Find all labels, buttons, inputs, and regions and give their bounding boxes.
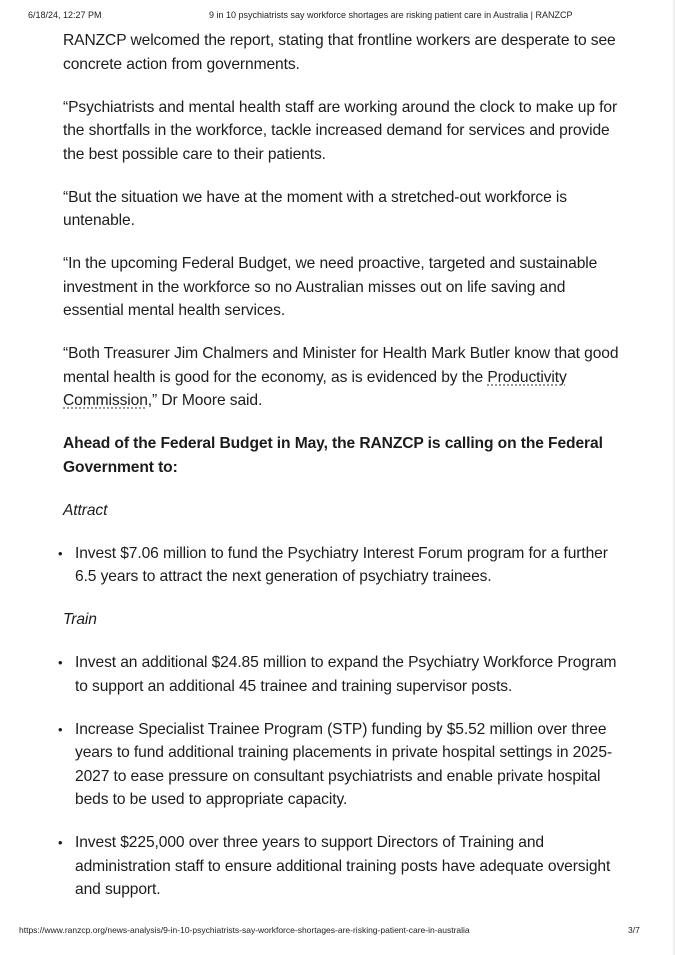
print-url: https://www.ranzcp.org/news-analysis/9-in-10-psychiatrists-say-workforce-shortages-are-risking-patient-care-in-australia — [19, 925, 470, 935]
paragraph: “But the situation we have at the moment with a stretched-out workforce is untenable. — [63, 188, 567, 229]
bullet-icon: • — [58, 545, 63, 561]
list-item-text: Increase Specialist Trainee Program (STP) funding by $5.52 million over three years to fund additional training placements in private hospital settings in 2025-2027 to ease pressure on consultant psychiatrists and enable private hospital beds to be used to appropriate capacity. — [75, 720, 613, 808]
section-title-attract: Attract — [63, 501, 108, 519]
list-item — [58, 542, 623, 589]
attract-list — [58, 542, 623, 589]
list-item — [58, 831, 623, 902]
list-item-text: Invest $7.06 million to fund the Psychiatry Interest Forum program for a further 6.5 years to attract the next generation of psychiatry trainees. — [75, 544, 608, 585]
list-item-text: Invest $225,000 over three years to support Directors of Training and administration staff to ensure additional training posts have adequate oversight and support. — [75, 834, 611, 898]
list-item-text: Invest an additional $24.85 million to expand the Psychiatry Workforce Program to support an additional 45 trainee and training supervisor posts. — [75, 654, 617, 695]
paragraph: “In the upcoming Federal Budget, we need proactive, targeted and sustainable investment in the workforce so no Australian misses out on life saving and essential mental health services. — [63, 255, 598, 319]
print-header — [0, 10, 675, 24]
bullet-icon: • — [58, 721, 63, 737]
print-page-title: 9 in 10 psychiatrists say workforce shortages are risking patient care in Australia | RANZCP — [209, 10, 573, 20]
paragraph: “Psychiatrists and mental health staff are working around the clock to make up for the shortfalls in the workforce, tackle increased demand for services and provide the best possible care to their patients. — [63, 98, 618, 163]
paragraph: RANZCP welcomed the report, stating that frontline workers are desperate to see concrete action from governments. — [63, 32, 616, 73]
list-item — [58, 651, 623, 698]
print-date: 6/18/24, 12:27 PM — [28, 10, 102, 20]
print-footer — [0, 925, 675, 939]
list-item — [58, 718, 623, 812]
section-title-train: Train — [63, 611, 97, 628]
train-list — [58, 651, 623, 902]
article-body — [58, 29, 623, 921]
call-to-action-heading: Ahead of the Federal Budget in May, the RANZCP is calling on the Federal Government to: — [63, 435, 603, 476]
quote-text: “Both Treasurer Jim Chalmers and Minister for Health Mark Butler know that good mental health is good for the economy, as is evidenced by the — [63, 345, 619, 386]
bullet-icon: • — [58, 835, 63, 850]
quote-attribution: ,” Dr Moore said. — [147, 392, 263, 409]
productivity-commission-link[interactable]: Productivity Commission — [63, 368, 567, 409]
bullet-icon: • — [58, 655, 63, 670]
quote-paragraph — [63, 342, 623, 413]
page-number: 3/7 — [628, 925, 640, 935]
